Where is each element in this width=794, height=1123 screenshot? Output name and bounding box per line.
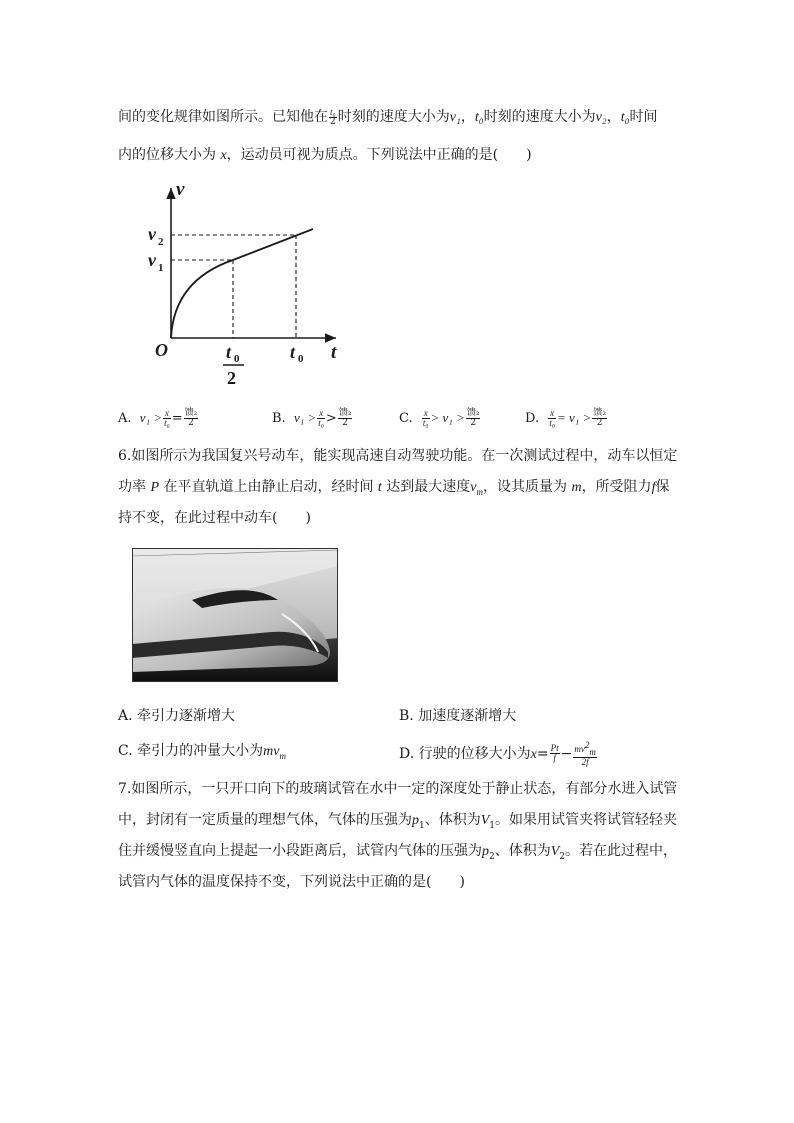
v-axis-label: v [176, 179, 185, 200]
fraction-numerator: x [164, 408, 169, 418]
option-fraction [317, 409, 325, 428]
q5-text: ，运动员可视为质点。下列说法中正确的是( ) [226, 147, 532, 163]
q5-option-c[interactable] [399, 408, 481, 429]
option-label: C. [399, 411, 413, 426]
v2-label: v [148, 224, 156, 244]
bullet-train-photo [132, 548, 338, 682]
q5-text: ， [606, 109, 621, 125]
p1-symbol: p [412, 813, 419, 828]
fraction-numerator: 馈₂ [593, 408, 606, 418]
fraction-numerator: t₀ [330, 106, 336, 117]
momentum-expr: mv [263, 744, 280, 759]
x-symbol: x [220, 148, 227, 163]
fraction-numerator: 馈₂ [184, 408, 198, 418]
q5-text: 时刻的速度大小为 [337, 109, 450, 125]
t0-symbol: t₀ [620, 110, 630, 125]
q5-option-d[interactable] [525, 408, 608, 429]
equals-sign: = [536, 745, 549, 762]
q6-text: ，所受阻力 [581, 479, 652, 495]
option-label: A. [118, 411, 132, 426]
q7-line-2 [118, 810, 677, 836]
subscript: 2 [489, 851, 495, 862]
option-text: = v₁ > [557, 410, 592, 425]
q6-line-1: 6.如图所示为我国复兴号动车，能实现高速自动驾驶功能。在一次测试过程中，动车以恒定 [118, 448, 678, 464]
q5-line-1 [118, 107, 657, 128]
q6-text: 保 [655, 479, 670, 495]
option-text: = [171, 411, 183, 426]
fraction-denominator: t₀ [422, 418, 429, 428]
q7-text: 、体积为 [494, 843, 551, 859]
friction-symbol: f [651, 480, 656, 495]
fraction-numerator: 馈₂ [338, 408, 352, 418]
V2-symbol: V [550, 844, 560, 859]
option-text: > [325, 411, 337, 426]
fraction-numerator: Pt [550, 743, 559, 754]
option-fraction [466, 409, 481, 428]
t0-half-label: t [226, 342, 232, 362]
v2-subscript: 2 [158, 236, 164, 248]
fraction-numerator: 馈₂ [466, 408, 480, 418]
option-fraction [338, 409, 353, 428]
option-fraction [592, 409, 607, 428]
q5-text: 时间 [629, 109, 658, 125]
velocity-curve [171, 229, 313, 338]
t0-half-denominator: 2 [227, 368, 236, 388]
option-fraction [422, 409, 430, 428]
vm-symbol: v [470, 480, 477, 495]
t0-symbol: t₀ [474, 110, 484, 125]
fraction-numerator: x [550, 408, 555, 418]
v2-symbol: v₂ [595, 110, 607, 125]
numerator-text: mv [574, 744, 585, 754]
fraction-denominator: 2 [188, 418, 194, 428]
q5-text: 时刻的速度大小为 [483, 109, 596, 125]
origin-label: O [155, 340, 168, 360]
mass-symbol: m [571, 480, 582, 495]
q5-option-b[interactable] [272, 408, 353, 429]
q7-text: 中，封闭有一定质量的理想气体，气体的压强为 [118, 812, 412, 828]
fraction-denominator: 2f [581, 756, 589, 767]
fraction-denominator: t₀ [549, 418, 555, 428]
t0-half-fraction [329, 108, 337, 127]
q7-line-1: 7.如图所示，一只开口向下的玻璃试管在水中一定的深度处于静止状态，有部分水进入试管 [118, 781, 678, 797]
subscript: m [279, 750, 286, 761]
q7-line-4: 试管内气体的温度保持不变，下列说法中正确的是( ) [118, 874, 465, 890]
fraction-denominator: 2 [596, 418, 603, 428]
q7-text: 。若在此过程中， [565, 843, 678, 859]
time-symbol: t [377, 480, 382, 495]
q6-option-c[interactable] [118, 741, 286, 766]
q6-line-3: 持不变，在此过程中动车( ) [118, 510, 311, 526]
q5-option-a[interactable] [118, 408, 199, 429]
option-text: C. 牵引力的冲量大小为 [118, 743, 264, 759]
q5-text: 间的变化规律如图所示。已知他在 [118, 109, 328, 125]
fraction-numerator: x [423, 408, 428, 418]
power-symbol: P [150, 480, 160, 495]
x-symbol: x [530, 746, 537, 762]
option-fraction [548, 409, 556, 428]
t0-half-subscript: 0 [234, 353, 240, 365]
v1-symbol: v₁ [449, 110, 461, 125]
q5-line-2 [118, 145, 532, 166]
option-fraction [550, 744, 560, 763]
subscript: 2 [559, 851, 566, 862]
option-fraction [573, 741, 597, 767]
q5-text: 内的位移大小为 [118, 147, 221, 163]
option-text: v₁ > [139, 410, 163, 425]
fraction-denominator: f [553, 753, 556, 764]
superscript: 2 [584, 740, 590, 750]
subscript: 1 [419, 820, 425, 831]
fraction-denominator: t₀ [164, 418, 170, 428]
fraction-numerator: x [319, 408, 324, 418]
fraction-denominator: t₀ [318, 418, 324, 428]
q7-text: 。如果用试管夹将试管轻轻夹 [495, 812, 678, 828]
q7-line-3 [118, 841, 677, 867]
option-text: v₁ > [293, 410, 317, 425]
option-label: B. [272, 411, 286, 426]
t-axis-label: t [331, 342, 337, 363]
V1-symbol: V [480, 813, 490, 828]
fraction-denominator: 2 [470, 418, 477, 428]
q6-line-2 [118, 477, 669, 502]
option-fraction [184, 409, 199, 428]
q6-option-b[interactable]: B. 加速度逐渐增大 [399, 708, 517, 724]
q6-text: 达到最大速度 [381, 479, 471, 495]
fraction-numerator [573, 741, 597, 758]
velocity-time-graph [140, 178, 350, 390]
q7-text: 住并缓慢竖直向上提起一小段距离后，试管内气体的压强为 [118, 843, 482, 859]
p2-symbol: p [482, 844, 489, 859]
subscript: 1 [489, 820, 496, 831]
vm-subscript: m [476, 486, 483, 497]
v1-subscript: 1 [158, 262, 164, 274]
q6-option-d[interactable] [399, 741, 598, 767]
q5-text: ， [460, 109, 475, 125]
q7-text: 、体积为 [424, 812, 481, 828]
q6-text: 在平直轨道上由静止启动，经时间 [159, 479, 378, 495]
fraction-denominator: 2 [342, 418, 348, 428]
option-fraction [163, 409, 171, 428]
minus-sign: − [560, 745, 573, 762]
q6-text: 功率 [118, 479, 151, 495]
option-text: > v₁ > [430, 410, 465, 425]
fraction-denominator: 2 [330, 116, 336, 127]
q6-option-a[interactable]: A. 牵引力逐渐增大 [118, 708, 236, 724]
option-text: D. 行驶的位移大小为 [399, 745, 531, 762]
q6-text: ，设其质量为 [482, 479, 572, 495]
t0-label: t [290, 342, 296, 362]
subscript: m [589, 746, 596, 757]
t0-subscript: 0 [298, 353, 304, 365]
option-label: D. [525, 411, 540, 426]
v1-label: v [148, 250, 156, 270]
